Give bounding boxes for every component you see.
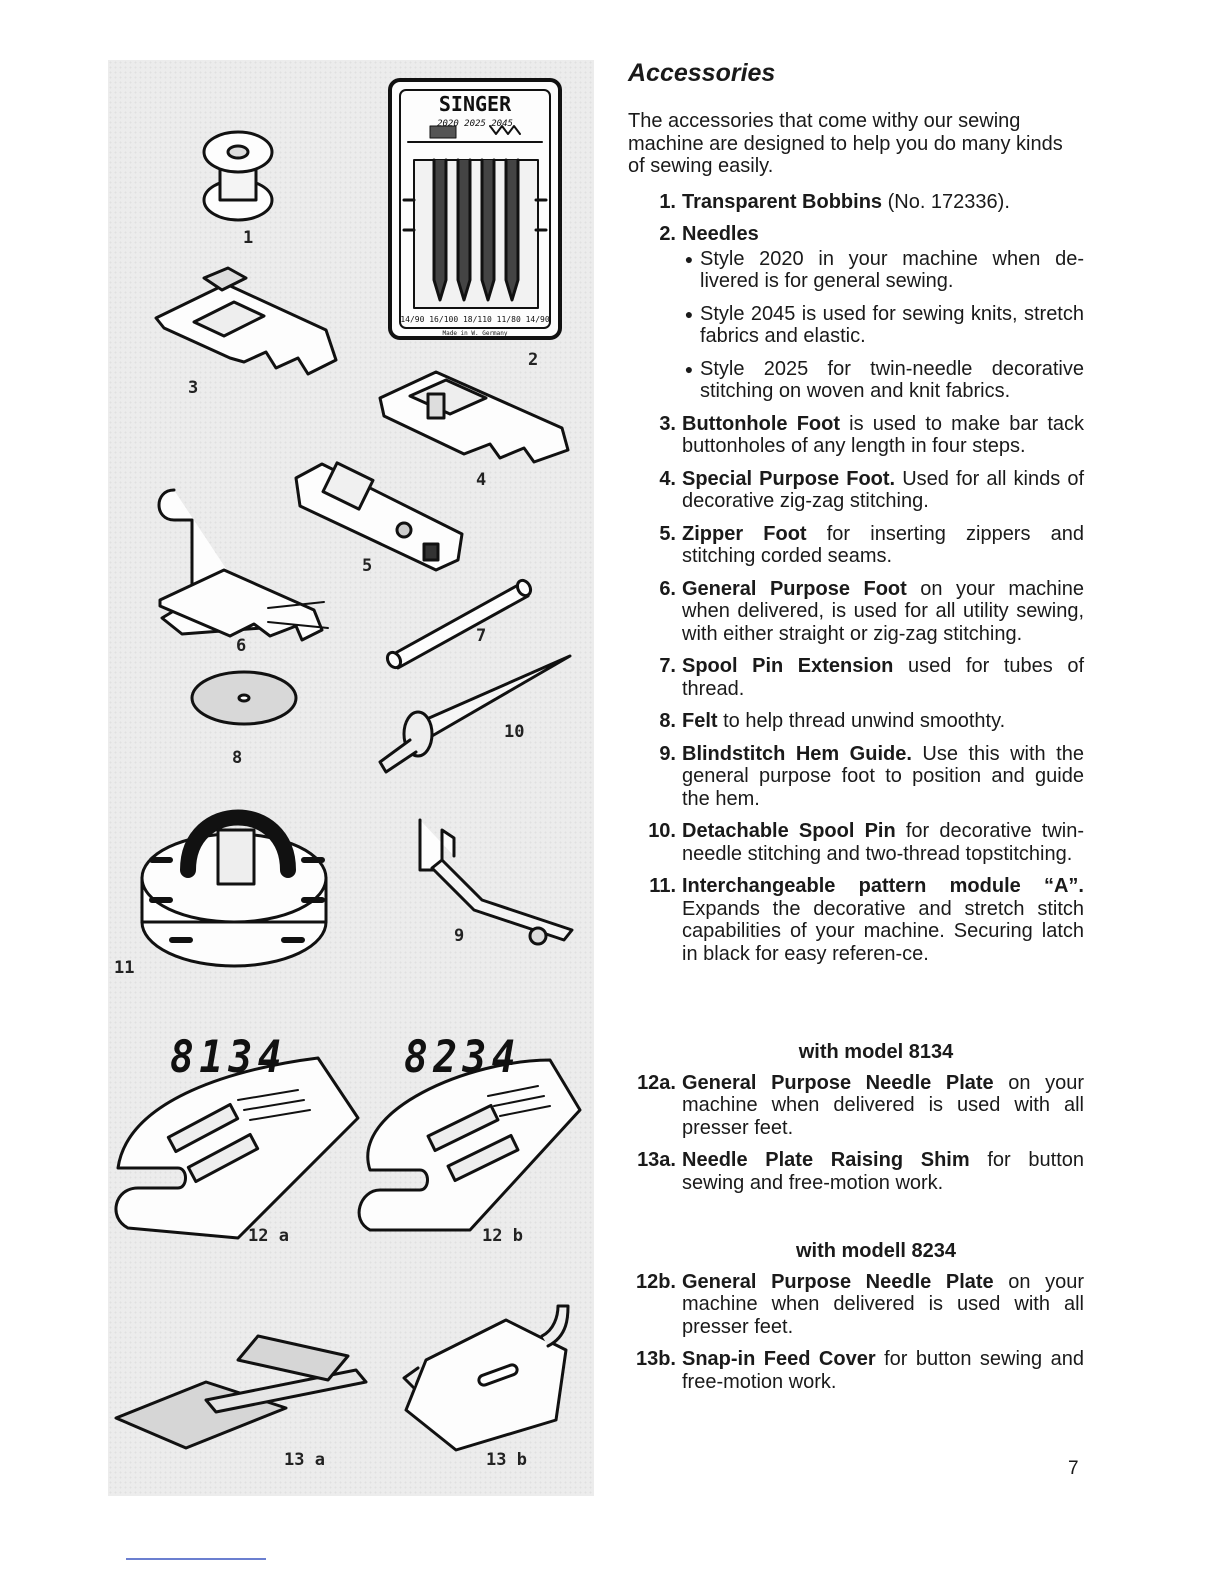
needle-plate-12a-drawing (116, 1058, 358, 1238)
felt-drawing (192, 672, 296, 724)
zipper-foot-drawing (296, 463, 462, 570)
needle-pack-made-in: Made in W. Germany (442, 330, 508, 337)
bullet-item: ● Style 2020 in your machine when de-livered is for general sewing. (684, 247, 1084, 292)
list-item: 13b. Snap-in Feed Cover for button sewing and free-motion work. (635, 1348, 1084, 1393)
figure-label-13a: 13 a (284, 1450, 325, 1470)
page-title: Accessories (628, 59, 776, 87)
list-item: 6. General Purpose Foot on your machine when delivered, is used for all utility sewing, with either straight or zig-zag stitching. (659, 577, 1084, 645)
list-item: 13a. Needle Plate Raising Shim for button sewing and free-motion work. (637, 1149, 1084, 1194)
figure-label-1: 1 (243, 228, 254, 248)
list-item: 9. Blindstitch Hem Guide. Use this with the general purpose foot to position and guide the hem. (659, 742, 1084, 810)
section-heading-8234: with modell 8234 (795, 1240, 957, 1262)
intro-paragraph: The accessories that come withy our sewing machine are designed to help you do many kinds of sewing easily. (628, 110, 1063, 177)
special-purpose-foot-drawing (380, 372, 568, 462)
model-code-8234: 8234 (404, 1032, 521, 1083)
list-item: 5. Zipper Foot for inserting zippers and stitching corded seams. (659, 522, 1084, 567)
list-item: 7. Spool Pin Extension used for tubes of thread. (659, 655, 1084, 700)
figure-label-12a: 12 a (248, 1226, 289, 1246)
blindstitch-guide-drawing (420, 820, 572, 944)
accessories-illustration (108, 60, 594, 1496)
model-code-8134: 8134 (170, 1032, 287, 1083)
list-item: 2. Needles (659, 223, 759, 245)
list-item: 11. Interchangeable pattern module “A”. Expands the decorative and stretch stitch capabilities of your machine. Securing latch in black for easy referen-ce. (649, 875, 1084, 965)
figure-label-5: 5 (362, 556, 373, 576)
list-item: 8. Felt to help thread unwind smoothty. (659, 710, 1006, 732)
figure-label-11: 11 (114, 958, 135, 978)
figure-label-3: 3 (188, 378, 199, 398)
section-heading-8134: with model 8134 (798, 1041, 954, 1063)
raising-shim-drawing (116, 1336, 366, 1448)
figure-label-4: 4 (476, 470, 487, 490)
needle-pack-brand: SINGER (438, 92, 512, 116)
list-item: 12a. General Purpose Needle Plate on your machine when delivered is used with all presser feet. (637, 1071, 1085, 1139)
needle-bullets (628, 248, 1084, 403)
accessories-drawing (108, 60, 594, 1496)
figure-label-2: 2 (528, 350, 539, 370)
general-purpose-foot-drawing (159, 490, 328, 640)
bobbin-drawing (204, 132, 272, 220)
bullet-item: ● Style 2045 is used for sewing knits, stretch fabrics and elastic. (684, 302, 1084, 347)
figure-label-12b: 12 b (482, 1226, 523, 1246)
needle-pack-styles: 2020 2025 2045 (437, 119, 513, 129)
spool-pin-extension-drawing (385, 578, 533, 670)
page-number: 7 (1068, 1458, 1079, 1479)
buttonhole-foot-drawing (156, 268, 336, 374)
figure-label-8: 8 (232, 748, 243, 768)
list-item: 10. Detachable Spool Pin for decorative twin-needle stitching and two-thread topstitching. (648, 820, 1084, 865)
figure-label-7: 7 (476, 626, 487, 646)
footer-rule (126, 1558, 266, 1560)
detachable-spool-pin-drawing (380, 656, 570, 772)
bullet-item: ● Style 2025 for twin-needle decorative stitching on woven and knit fabrics. (684, 357, 1084, 402)
figure-label-10: 10 (504, 722, 525, 742)
figure-label-9: 9 (454, 926, 465, 946)
needle-plate-12b-drawing (359, 1060, 580, 1230)
figure-label-13b: 13 b (486, 1450, 527, 1470)
feed-cover-drawing (404, 1306, 568, 1450)
pattern-module-drawing (142, 818, 326, 967)
accessories-text (628, 58, 1084, 1403)
figure-label-6: 6 (236, 636, 247, 656)
list-item: 4. Special Purpose Foot. Used for all kinds of decorative zig-zag stitching. (659, 467, 1084, 512)
list-item: 1. Transparent Bobbins (No. 172336). (659, 190, 1010, 213)
needle-pack-sizes: 14/90 16/100 18/110 11/80 14/90 (400, 315, 550, 324)
list-item: 3. Buttonhole Foot is used to make bar tack buttonholes of any length in four steps. (659, 412, 1084, 457)
list-item: 12b. General Purpose Needle Plate on your machine when delivered is used with all presser feet. (635, 1270, 1085, 1338)
